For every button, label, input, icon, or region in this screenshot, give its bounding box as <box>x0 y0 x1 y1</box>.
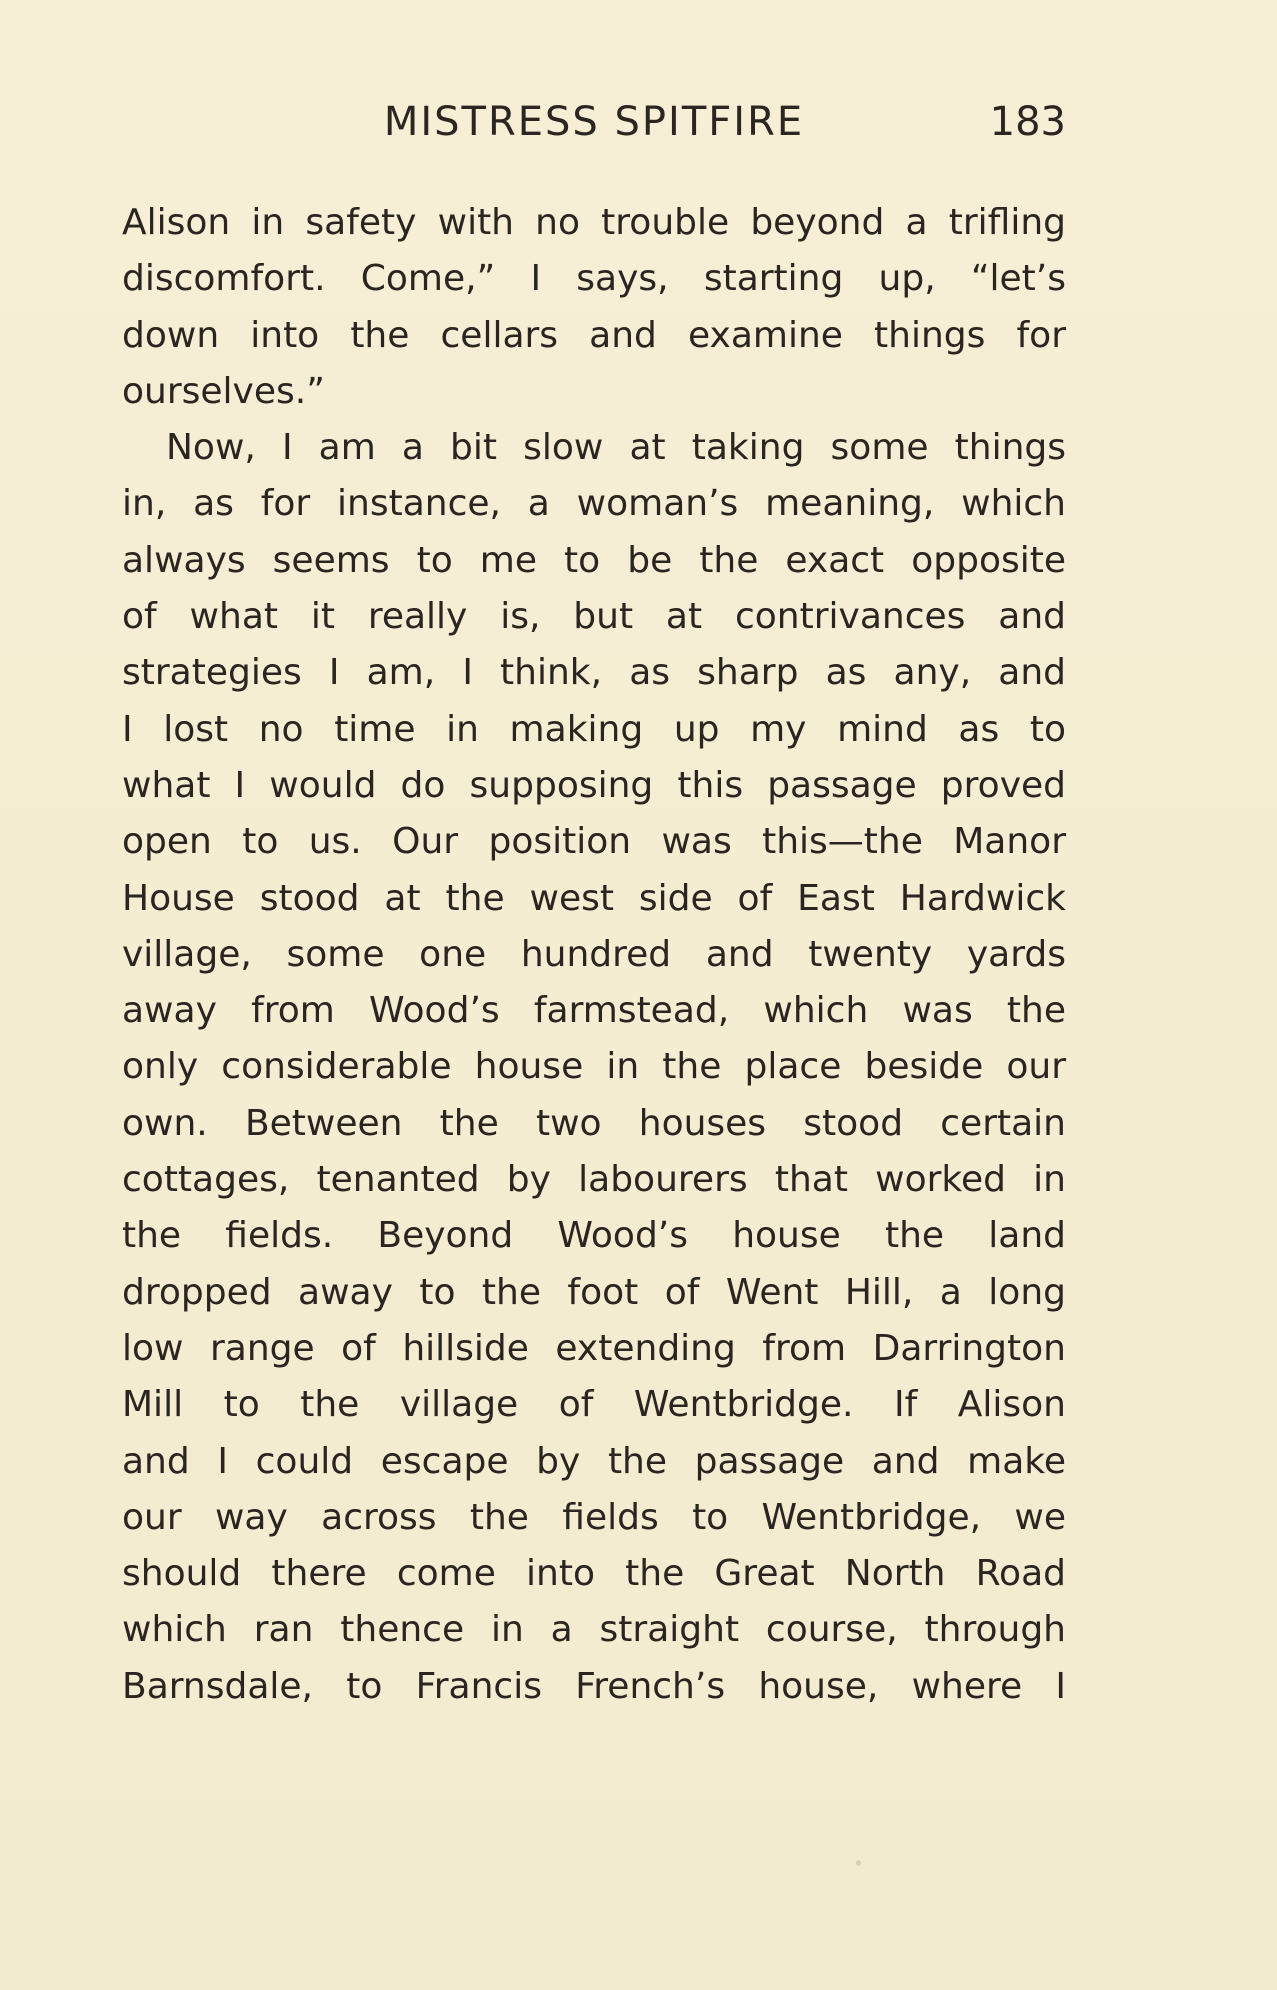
text-line: I lost no time in making up my mind as to <box>122 708 1066 750</box>
text-line: should there come into the Great North Road <box>122 1553 1066 1595</box>
text-line: only considerable house in the place beside our <box>122 1046 1066 1088</box>
text-line: what I would do supposing this passage proved <box>122 764 1066 806</box>
text-line: village, some one hundred and twenty yards <box>122 933 1066 975</box>
text-line: which ran thence in a straight course, through <box>122 1609 1066 1651</box>
text-line: the fields. Beyond Wood’s house the land <box>122 1215 1066 1257</box>
body-text <box>122 195 1066 1715</box>
text-line: ourselves.” <box>122 370 325 412</box>
text-line: open to us. Our position was this—the Manor <box>122 821 1066 863</box>
text-line: and I could escape by the passage and make <box>122 1440 1066 1482</box>
text-line: House stood at the west side of East Hardwick <box>122 877 1066 919</box>
text-line: strategies I am, I think, as sharp as any, and <box>122 652 1066 694</box>
text-line: of what it really is, but at contrivances and <box>122 596 1066 638</box>
paper-speck <box>856 1860 861 1866</box>
text-line: away from Wood’s farmstead, which was the <box>122 990 1066 1032</box>
text-line: Now, I am a bit slow at taking some things <box>166 427 1066 469</box>
text-line: low range of hillside extending from Darrington <box>122 1327 1066 1369</box>
text-line: discomfort. Come,” I says, starting up, “let’s <box>122 258 1066 300</box>
text-line: own. Between the two houses stood certain <box>122 1102 1066 1144</box>
text-line: Alison in safety with no trouble beyond a trifling <box>122 202 1066 243</box>
text-line: down into the cellars and examine things for <box>122 314 1066 356</box>
page-number: 183 <box>989 99 1066 145</box>
text-line: cottages, tenanted by labourers that worked in <box>122 1159 1066 1201</box>
text-line: Mill to the village of Wentbridge. If Alison <box>122 1384 1066 1426</box>
text-line: Barnsdale, to Francis French’s house, where I <box>122 1665 1066 1707</box>
text-line: dropped away to the foot of Went Hill, a long <box>122 1271 1066 1313</box>
page-header <box>122 92 1066 152</box>
text-line: in, as for instance, a woman’s meaning, which <box>122 483 1066 525</box>
running-head: MISTRESS SPITFIRE <box>383 99 805 145</box>
text-line: our way across the fields to Wentbridge, we <box>122 1496 1066 1538</box>
text-line: always seems to me to be the exact opposite <box>122 539 1066 581</box>
